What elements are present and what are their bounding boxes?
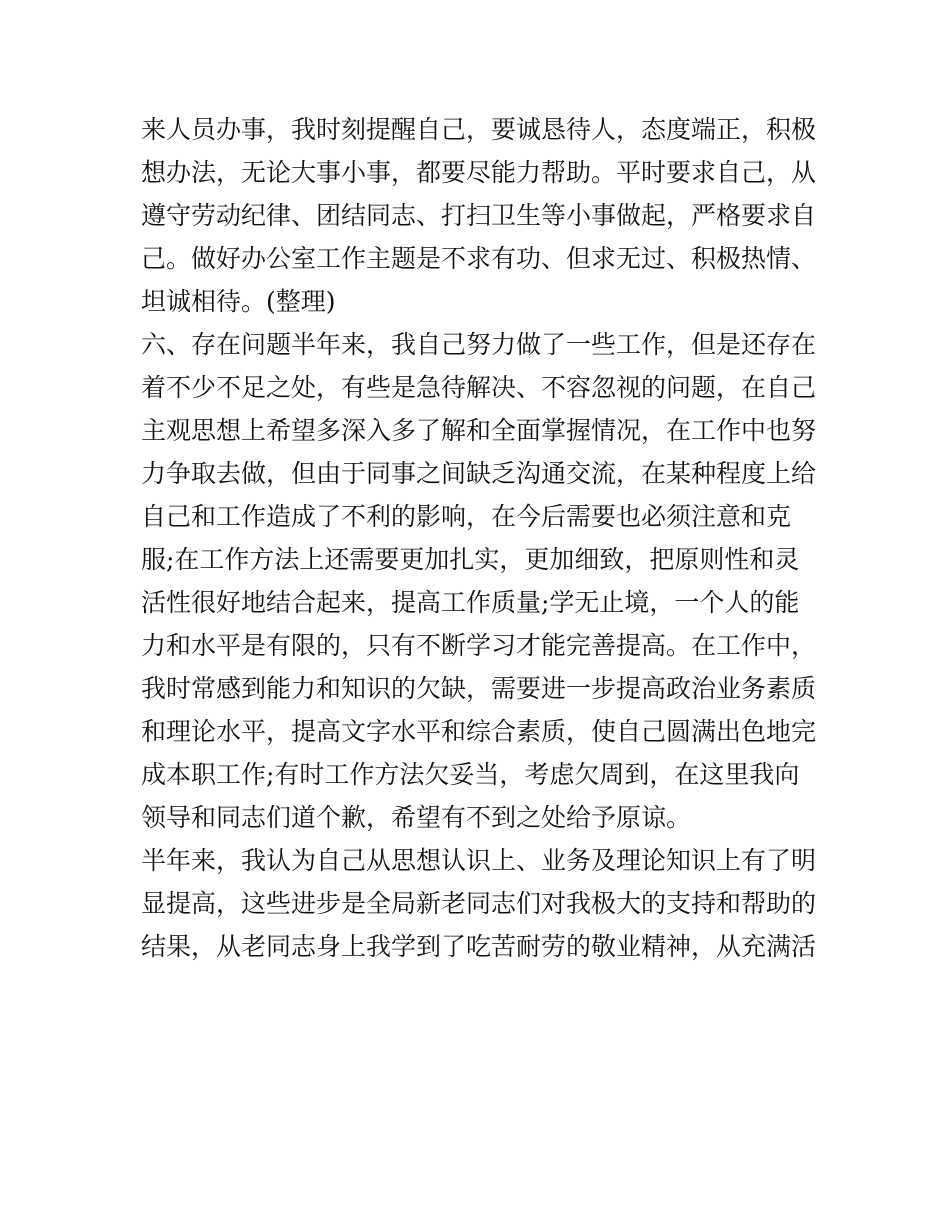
- text-line-15: 和理论水平，提高文字水平和综合素质，使自己圆满出色地完: [141, 717, 817, 746]
- text-line-8: 主观思想上希望多深入多了解和全面掌握情况，在工作中也努: [141, 416, 817, 445]
- text-line-1: 来人员办事，我时刻提醒自己，要诚恳待人，态度端正，积极: [141, 115, 817, 144]
- text-line-17: 领导和同志们道个歉，希望有不到之处给予原谅。: [141, 803, 692, 832]
- text-line-7: 着不少不足之处，有些是急待解决、不容忽视的问题，在自己: [141, 373, 817, 402]
- text-line-3: 遵守劳动纪律、团结同志、打扫卫生等小事做起，严格要求自: [141, 201, 817, 230]
- text-line-4: 己。做好办公室工作主题是不求有功、但求无过、积极热情、: [141, 244, 817, 273]
- text-line-5: 坦诚相待。(整理): [141, 287, 336, 316]
- text-line-20: 结果，从老同志身上我学到了吃苦耐劳的敬业精神，从充满活: [141, 932, 817, 961]
- text-line-14: 我时常感到能力和知识的欠缺，需要进一步提高政治业务素质: [141, 674, 817, 703]
- text-line-12: 活性很好地结合起来，提高工作质量;学无止境，一个人的能: [141, 588, 800, 617]
- text-line-19: 显提高，这些进步是全局新老同志们对我极大的支持和帮助的: [141, 889, 817, 918]
- text-line-2: 想办法，无论大事小事，都要尽能力帮助。平时要求自己，从: [141, 158, 817, 187]
- text-line-6: 六、存在问题半年来，我自己努力做了一些工作，但是还存在: [141, 330, 817, 359]
- text-line-11: 服;在工作方法上还需要更加扎实，更加细致，把原则性和灵: [141, 545, 800, 574]
- text-line-18: 半年来，我认为自己从思想认识上、业务及理论知识上有了明: [141, 846, 817, 875]
- text-line-16: 成本职工作;有时工作方法欠妥当，考虑欠周到，在这里我向: [141, 760, 800, 789]
- text-line-9: 力争取去做，但由于同事之间缺乏沟通交流，在某种程度上给: [141, 459, 817, 488]
- text-line-13: 力和水平是有限的，只有不断学习才能完善提高。在工作中，: [141, 631, 817, 660]
- text-line-10: 自己和工作造成了不利的影响，在今后需要也必须注意和克: [141, 502, 792, 531]
- body-text: [141, 108, 821, 968]
